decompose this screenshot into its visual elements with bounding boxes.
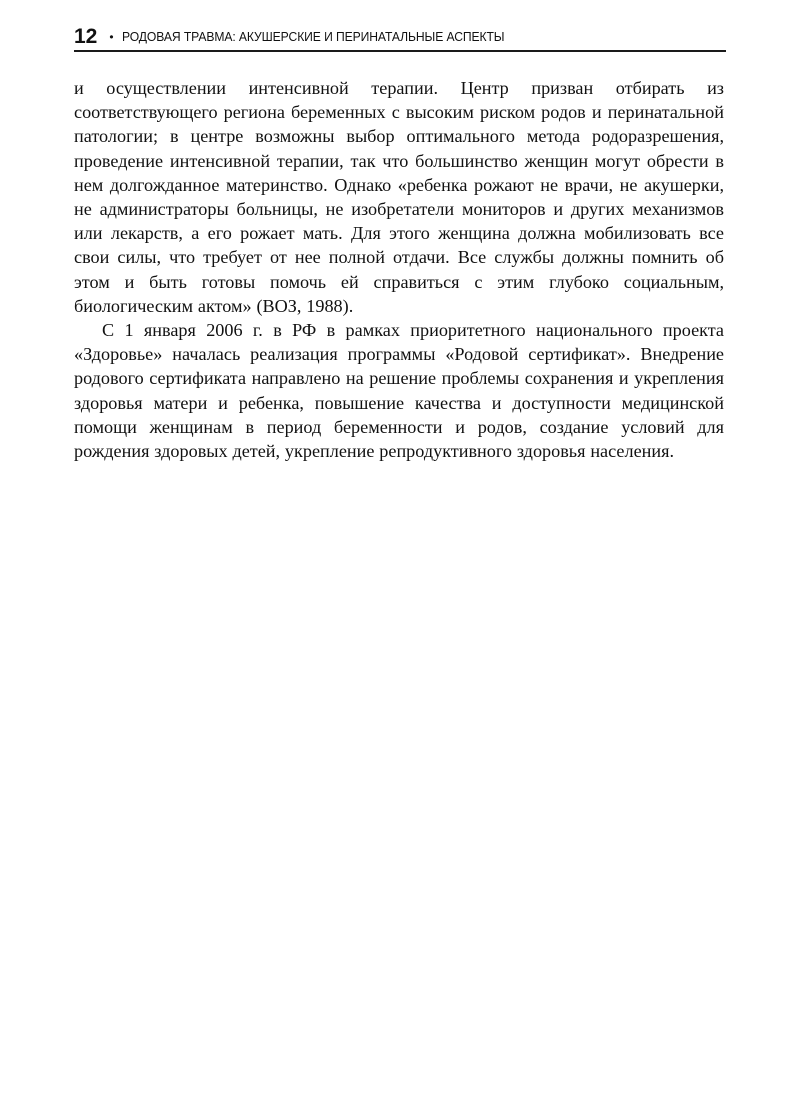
running-header-title: РОДОВАЯ ТРАВМА: АКУШЕРСКИЕ И ПЕРИНАТАЛЬНЫЕ АСПЕКТЫ	[121, 29, 505, 44]
page-number: 12	[74, 25, 98, 48]
bullet-separator: •	[109, 30, 114, 44]
paragraph-1: и осуществлении интенсивной терапии. Центр призван отбирать из соответствующего региона беременных с высоким риском родов и перинатальной патологии; в центре возможны выбор оптимального метода родоразрешения, проведение интенсивной терапии, так что большинство женщин могут обрести в нем долгожданное материнство. Однако «ребенка рожают не врачи, не акушерки, не администраторы больницы, не изобретатели мониторов и других механизмов или лекарств, а его рожает мать. Для этого женщина должна мобилизовать все свои силы, что требует от нее полной отдачи. Все службы должны помнить об этом и быть готовы помочь ей справиться с этим глубоко социальным, биологическим актом» (ВОЗ, 1988).	[74, 78, 724, 316]
paragraph-2: С 1 января 2006 г. в РФ в рамках приоритетного национального проекта «Здоровье» началась реализация программы «Родовой сертификат». Внедрение родового сертификата направлено на решение проблемы сохранения и укрепления здоровья матери и ребенка, повышение качества и доступности медицинской помощи женщинам в период беременности и родов, создание условий для рождения здоровых детей, укрепление репродуктивного здоровья населения.	[74, 320, 724, 462]
body-text	[74, 76, 724, 463]
running-header	[74, 24, 726, 52]
